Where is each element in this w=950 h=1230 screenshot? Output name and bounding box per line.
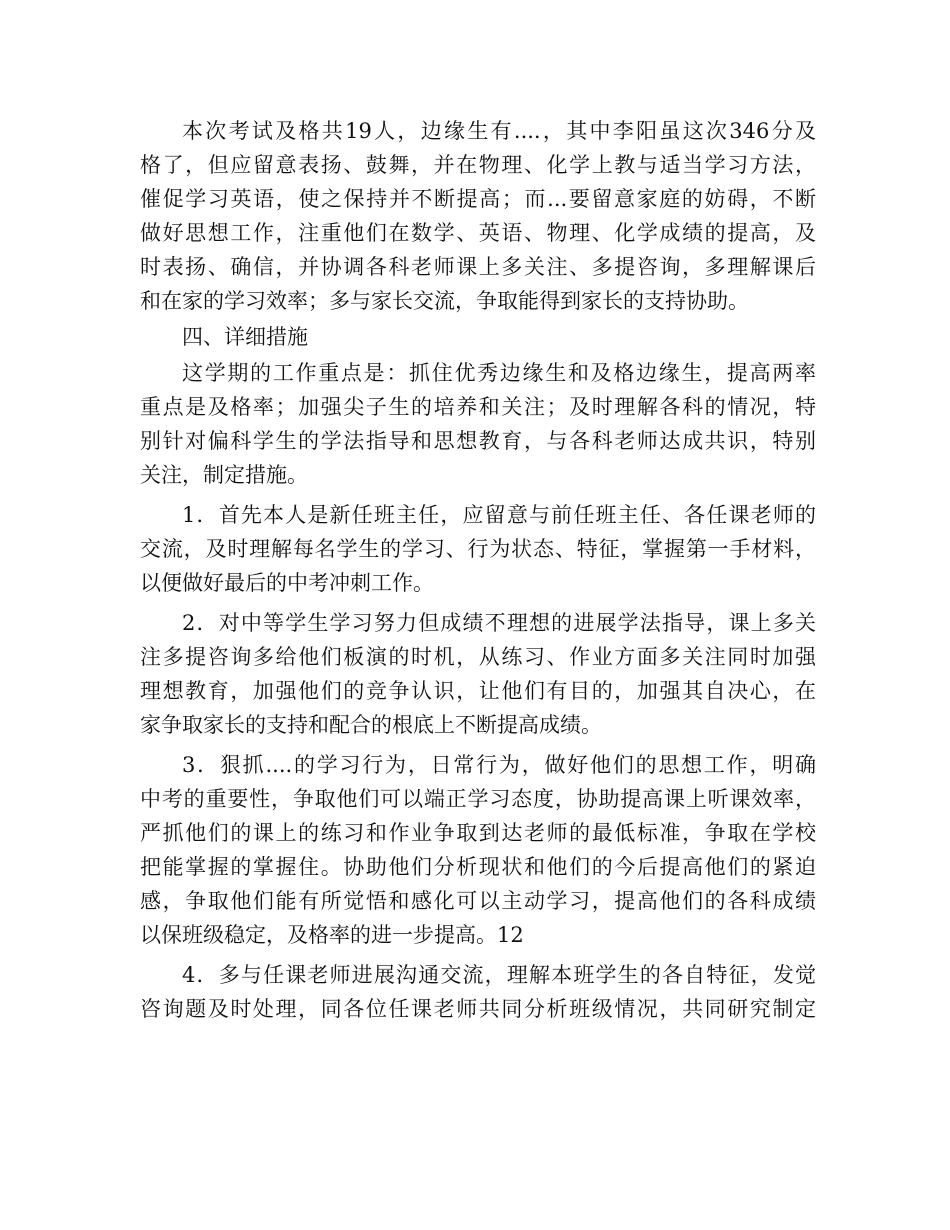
text-line: 注多提咨询多给他们板演的时机，从练习、作业方面多关注同时加强 (140, 645, 816, 669)
text-line: 这学期的工作重点是：抓住优秀边缘生和及格边缘生，提高两率 (182, 361, 816, 385)
heading-detailed-measures: 四、详细措施 (182, 325, 308, 349)
paragraph-work-focus (140, 356, 816, 492)
paragraph-measure-4 (140, 958, 816, 1026)
text-line: 催促学习英语，使之保持并不断提高；而...要留意家庭的妨碍，不断 (140, 187, 816, 211)
text-line: 4．多与任课老师进展沟通交流，理解本班学生的各自特征，发觉 (182, 963, 816, 987)
paragraph-measure-1 (140, 498, 816, 600)
document-body (140, 114, 816, 1028)
text-line: 咨询题及时处理，同各位任课老师共同分析班级情况，共同研究制定 (140, 997, 816, 1021)
text-line: 3．狠抓....的学习行为，日常行为，做好他们的思想工作，明确 (182, 753, 816, 777)
text-line: 格了，但应留意表扬、鼓舞，并在物理、化学上教与适当学习方法， (140, 153, 816, 177)
paragraph-exam-summary (140, 114, 816, 318)
text-line: 本次考试及格共19人，边缘生有....，其中李阳虽这次346分及 (182, 119, 816, 143)
text-line: 2．对中等学生学习努力但成绩不理想的进展学法指导，课上多关 (182, 611, 816, 635)
text-line: 和在家的学习效率；多与家长交流，争取能得到家长的支持协助。 (140, 289, 749, 313)
text-line: 交流，及时理解每名学生的学习、行为状态、特征，掌握第一手材料， (140, 537, 816, 561)
text-line: 家争取家长的支持和配合的根底上不断提高成绩。 (140, 713, 602, 737)
text-line: 别针对偏科学生的学法指导和思想教育，与各科老师达成共识，特别 (140, 429, 816, 453)
text-line: 把能掌握的掌握住。协助他们分析现状和他们的今后提高他们的紧迫 (140, 855, 816, 879)
text-line: 重点是及格率；加强尖子生的培养和关注；及时理解各科的情况，特 (140, 395, 816, 419)
text-line: 中考的重要性，争取他们可以端正学习态度，协助提高课上听课效率， (140, 787, 816, 811)
text-line: 1．首先本人是新任班主任，应留意与前任班主任、各任课老师的 (182, 503, 816, 527)
section-heading (140, 320, 816, 354)
text-line: 理想教育，加强他们的竞争认识，让他们有目的，加强其自决心，在 (140, 679, 816, 703)
paragraph-measure-2 (140, 606, 816, 742)
text-line: 时表扬、确信，并协调各科老师课上多关注、多提咨询，多理解课后 (140, 255, 816, 279)
text-line: 严抓他们的课上的练习和作业争取到达老师的最低标准，争取在学校 (140, 821, 816, 845)
text-line: 关注，制定措施。 (140, 463, 308, 487)
text-line: 以保班级稳定，及格率的进一步提高。12 (140, 923, 524, 947)
text-line: 做好思想工作，注重他们在数学、英语、物理、化学成绩的提高，及 (140, 221, 816, 245)
text-line: 感，争取他们能有所觉悟和感化可以主动学习，提高他们的各科成绩 (140, 889, 816, 913)
text-line: 以便做好最后的中考冲刺工作。 (140, 571, 434, 595)
paragraph-measure-3 (140, 748, 816, 952)
